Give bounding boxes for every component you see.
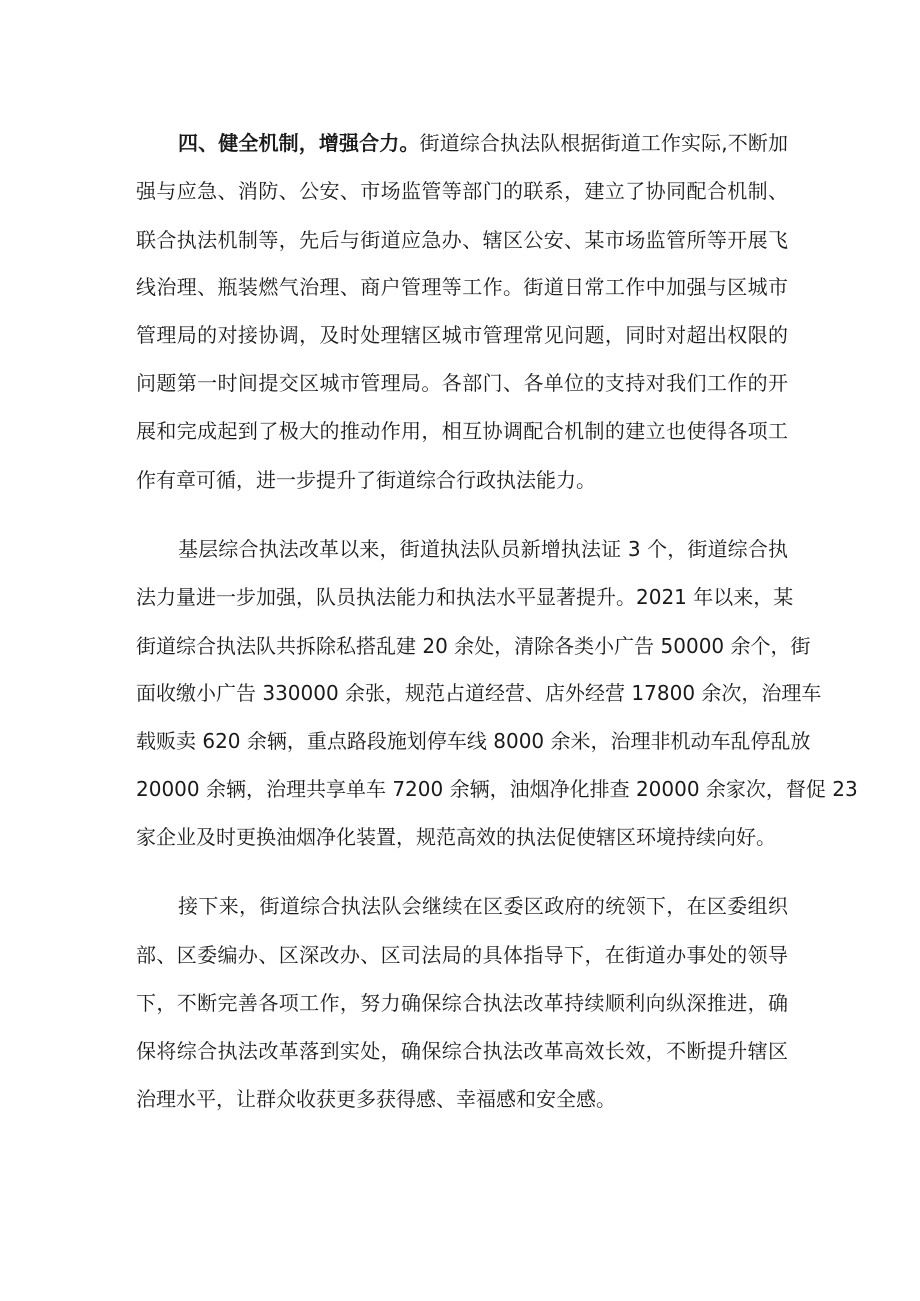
section-heading: 四、健全机制，增强合力。 xyxy=(178,131,420,155)
paragraph-line: 载贩卖 620 余辆，重点路段施划停车线 8000 余米，治理非机动车乱停乱放 xyxy=(136,729,811,753)
paragraph-line: 部、区委编办、区深改办、区司法局的具体指导下，在街道办事处的领导 xyxy=(136,943,788,967)
paragraph-line: 治理水平，让群众收获更多获得感、幸福感和安全感。 xyxy=(136,1087,616,1111)
paragraph-line xyxy=(178,124,788,162)
paragraph-line: 下，不断完善各项工作，努力确保综合执法改革持续顺利向纵深推进，确 xyxy=(136,991,788,1015)
paragraph-line: 家企业及时更换油烟净化装置，规范高效的执法促使辖区环境持续向好。 xyxy=(136,825,776,849)
paragraph-line: 管理局的对接协调，及时处理辖区城市管理常见问题，同时对超出权限的 xyxy=(136,323,788,347)
paragraph-line: 强与应急、消防、公安、市场监管等部门的联系，建立了协同配合机制、 xyxy=(136,179,788,203)
paragraph-line: 面收缴小广告 330000 余张，规范占道经营、店外经营 17800 余次，治理车 xyxy=(136,681,822,705)
line-text: 街道综合执法队根据街道工作实际,不断加 xyxy=(419,131,789,155)
paragraph-line: 线治理、瓶装燃气治理、商户管理等工作。街道日常工作中加强与区城市 xyxy=(136,275,788,299)
paragraph-line: 展和完成起到了极大的推动作用，相互协调配合机制的建立也使得各项工 xyxy=(136,419,788,443)
paragraph-line: 作有章可循，进一步提升了街道综合行政执法能力。 xyxy=(136,468,596,492)
paragraph-line: 接下来，街道综合执法队会继续在区委区政府的统领下，在区委组织 xyxy=(178,894,788,918)
paragraph-line: 20000 余辆，治理共享单车 7200 余辆，油烟净化排查 20000 余家次，督促 23 xyxy=(136,777,858,801)
paragraph-line: 问题第一时间提交区城市管理局。各部门、各单位的支持对我们工作的开 xyxy=(136,371,788,395)
paragraph-line: 街道综合执法队共拆除私搭乱建 20 余处，清除各类小广告 50000 余个，街 xyxy=(136,634,811,658)
paragraph-line: 基层综合执法改革以来，街道执法队员新增执法证 3 个，街道综合执 xyxy=(178,537,788,561)
paragraph-line: 保将综合执法改革落到实处，确保综合执法改革高效长效，不断提升辖区 xyxy=(136,1039,788,1063)
paragraph-line: 联合执法机制等，先后与街道应急办、辖区公安、某市场监管所等开展飞 xyxy=(136,228,788,252)
paragraph-line: 法力量进一步加强，队员执法能力和执法水平显著提升。2021 年以来，某 xyxy=(136,585,794,609)
